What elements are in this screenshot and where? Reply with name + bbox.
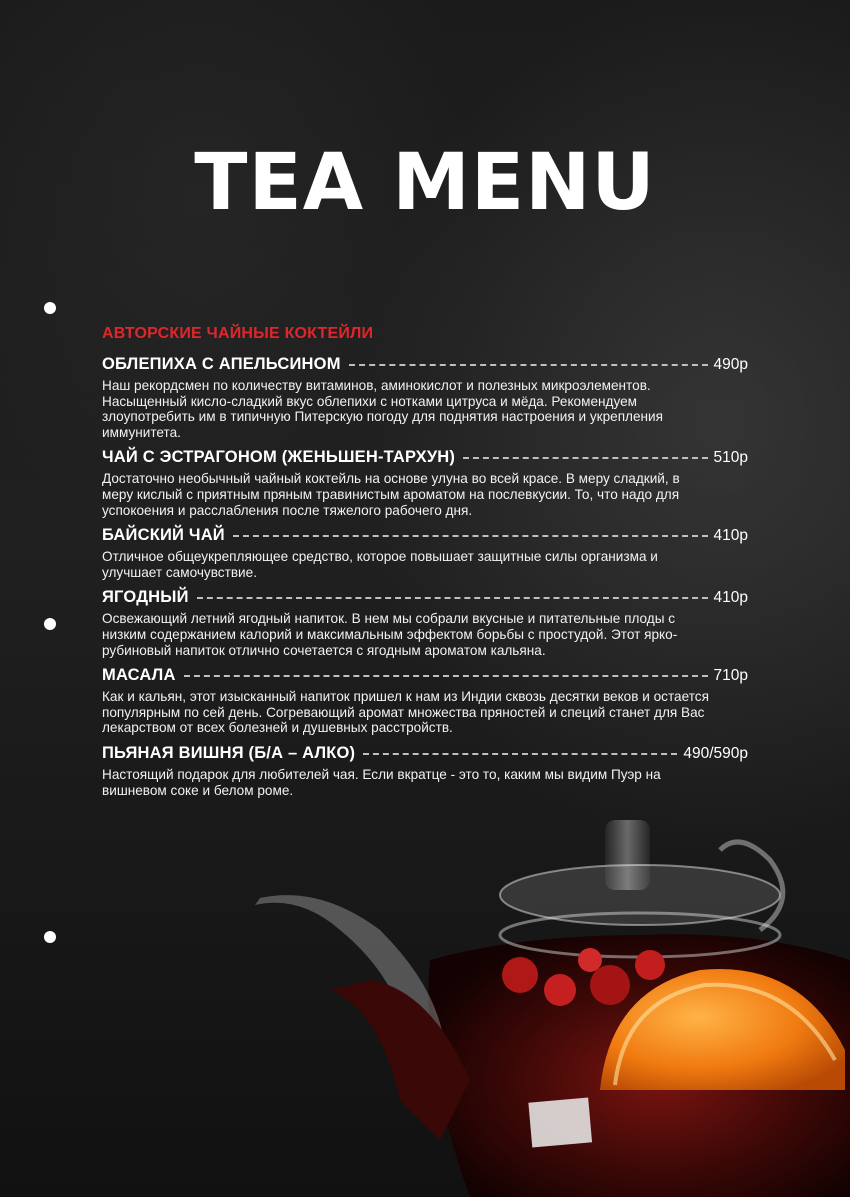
menu-item-pyanaya-vishnya	[102, 744, 748, 798]
item-description: Наш рекордсмен по количеству витаминов, аминокислот и полезных микроэлементов. Насыщенный кисло-сладкий вкус облепихи с нотками цитруса и мёда. Рекомендуем злоупотребить им в типичную Питерскую погоду для поднятия настроения и укрепления иммунитета.	[102, 378, 664, 440]
menu-item-masala	[102, 666, 748, 736]
item-name: ОБЛЕПИХА С АПЕЛЬСИНОМ	[102, 355, 341, 373]
page-title: TEA MENU	[194, 138, 656, 228]
menu-item-yagodny	[102, 588, 748, 658]
binder-hole-middle	[44, 618, 56, 630]
item-price: 490/590р	[683, 744, 748, 762]
binder-hole-bottom	[44, 931, 56, 943]
dotted-leader	[363, 753, 677, 755]
dotted-leader	[233, 535, 708, 537]
section-title: АВТОРСКИЕ ЧАЙНЫЕ КОКТЕЙЛИ	[102, 325, 374, 342]
menu-item-oblepikha	[102, 355, 748, 440]
item-description: Настоящий подарок для любителей чая. Если вкратце - это то, каким мы видим Пуэр на вишневом соке и белом роме.	[102, 766, 661, 798]
binder-hole-top	[44, 302, 56, 314]
item-price: 490р	[713, 356, 748, 373]
menu-section	[102, 325, 748, 806]
item-description: Как и кальян, этот изысканный напиток пришел к нам из Индии сквозь десятки веков и остается популярным по сей день. Согревающий аромат множества пряностей и специй станет для Вас лекарством от всех болезней и душевных расстройств.	[102, 689, 709, 736]
item-price: 410р	[713, 527, 748, 545]
item-name: БАЙСКИЙ ЧАЙ	[102, 526, 225, 545]
menu-item-baiskiy	[102, 526, 748, 580]
menu-item-estragon	[102, 448, 748, 518]
item-name: ПЬЯНАЯ ВИШНЯ (Б/А – АЛКО)	[102, 743, 356, 762]
item-name: ЯГОДНЫЙ	[102, 588, 189, 607]
dotted-leader	[197, 597, 708, 599]
item-price: 710р	[713, 667, 748, 685]
item-price: 410р	[713, 589, 748, 607]
dotted-leader	[463, 457, 707, 459]
item-name: МАСАЛА	[102, 666, 176, 685]
dotted-leader	[184, 675, 708, 677]
item-description: Достаточно необычный чайный коктейль на основе улуна во всей красе. В меру сладкий, в меру кислый с приятным пряным травинистым ароматом на послевкусии. То, что надо для успокоения и расслабления после тяжелого рабочего дня.	[102, 471, 680, 518]
item-price: 510р	[713, 449, 748, 467]
dotted-leader	[349, 364, 708, 366]
item-name: ЧАЙ С ЭСТРАГОНОМ (ЖЕНЬШЕН-ТАРХУН)	[102, 448, 456, 467]
item-description: Отличное общеукрепляющее средство, которое повышает защитные силы организма и улучшает самочувствие.	[102, 549, 658, 580]
item-description: Освежающий летний ягодный напиток. В нем мы собрали вкусные и питательные плоды с низким содержанием калорий и максимальным эффектом борьбы с простудой. Этот ярко-рубиновый напиток отлично сочетается с ягодным ароматом кальяна.	[102, 611, 678, 658]
